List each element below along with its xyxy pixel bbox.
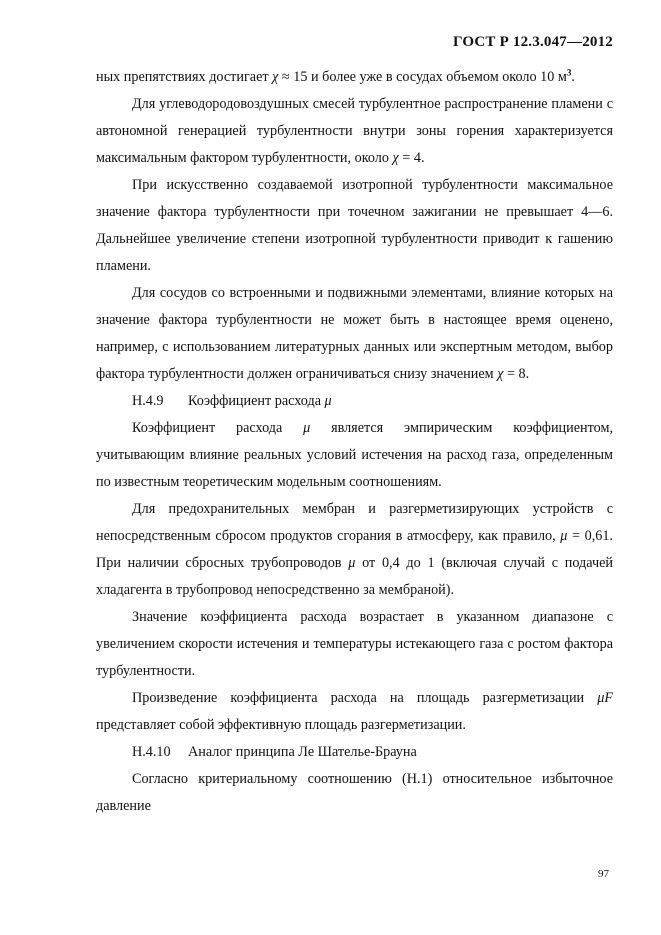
symbol-mu: μ xyxy=(348,555,356,571)
symbol-chi: χ xyxy=(497,366,504,382)
text: является эмпирическим коэффициентом, учитывающим влияние реальных условий истечения на расход газа, определенным по известным теоретическим модельным соотношениям. xyxy=(96,420,613,490)
text: . xyxy=(571,69,575,85)
symbol-mu: μ xyxy=(303,420,311,436)
section-title: Аналог принципа Ле Шателье-Брауна xyxy=(188,744,417,760)
text: Для предохранительных мембран и разгерметизирующих устройств с непосредственным сбросом продуктов сгорания в атмосферу, как правило, xyxy=(96,501,613,544)
text: ных препятствиях достигает xyxy=(96,69,273,85)
paragraph-continuation xyxy=(96,64,613,91)
paragraph xyxy=(96,91,613,172)
symbol-mu: μ xyxy=(324,393,332,409)
text: При искусственно создаваемой изотропной турбулентности максимальное значение фактора турбулентности при точечном зажигании не превышает 4—6. Дальнейшее увеличение степени изотропной турбулентности приводит к гашению пламени. xyxy=(96,177,613,274)
symbol-mu-f: μF xyxy=(597,690,613,706)
section-heading xyxy=(96,739,613,766)
superscript: 3 xyxy=(566,67,572,78)
symbol-chi: χ xyxy=(272,69,279,85)
paragraph xyxy=(96,280,613,388)
text: ≈ 15 и более уже в сосудах объемом около 10 м xyxy=(278,69,567,85)
document-header: ГОСТ Р 12.3.047—2012 xyxy=(452,34,613,50)
section-heading xyxy=(96,388,613,415)
text: Значение коэффициента расхода возрастает в указанном диапазоне с увеличением скорости истечения и температуры истекающего газа с ростом фактора турбулентности. xyxy=(96,609,613,679)
paragraph xyxy=(96,766,613,820)
paragraph xyxy=(96,604,613,685)
text: Согласно критериальному соотношению (Н.1) относительное избыточное давление xyxy=(96,771,613,814)
text: Коэффициент расхода xyxy=(132,420,304,436)
document-body xyxy=(96,64,613,820)
text: от 0,4 до 1 (включая случай с подачей хладагента в трубопровод непосредственно за мембраной). xyxy=(96,555,613,598)
text: Произведение коэффициента расхода на площадь разгерметизации xyxy=(132,690,598,706)
text: представляет собой эффективную площадь разгерметизации. xyxy=(96,717,466,733)
section-number: Н.4.10 xyxy=(132,744,171,760)
paragraph xyxy=(96,172,613,280)
symbol-chi: χ xyxy=(392,150,399,166)
paragraph xyxy=(96,415,613,496)
paragraph xyxy=(96,685,613,739)
text: Для сосудов со встроенными и подвижными элементами, влияние которых на значение фактора турбулентности не может быть в настоящее время оценено, например, с использованием литературных данных или экспертным методом, выбор фактора турбулентности должен ограничиваться снизу значением xyxy=(96,285,613,382)
page-number: 97 xyxy=(598,868,609,880)
paragraph xyxy=(96,496,613,604)
symbol-mu: μ xyxy=(560,528,568,544)
section-title: Коэффициент расхода xyxy=(188,393,325,409)
text: = 4. xyxy=(398,150,425,166)
text: Для углеводородовоздушных смесей турбулентное распространение пламени с автономной генерацией турбулентности внутри зоны горения характеризуется максимальным фактором турбулентности, около xyxy=(96,96,613,166)
section-number: Н.4.9 xyxy=(132,393,164,409)
text: = 0,61. При наличии сбросных трубопроводов xyxy=(96,528,613,571)
text: = 8. xyxy=(503,366,530,382)
